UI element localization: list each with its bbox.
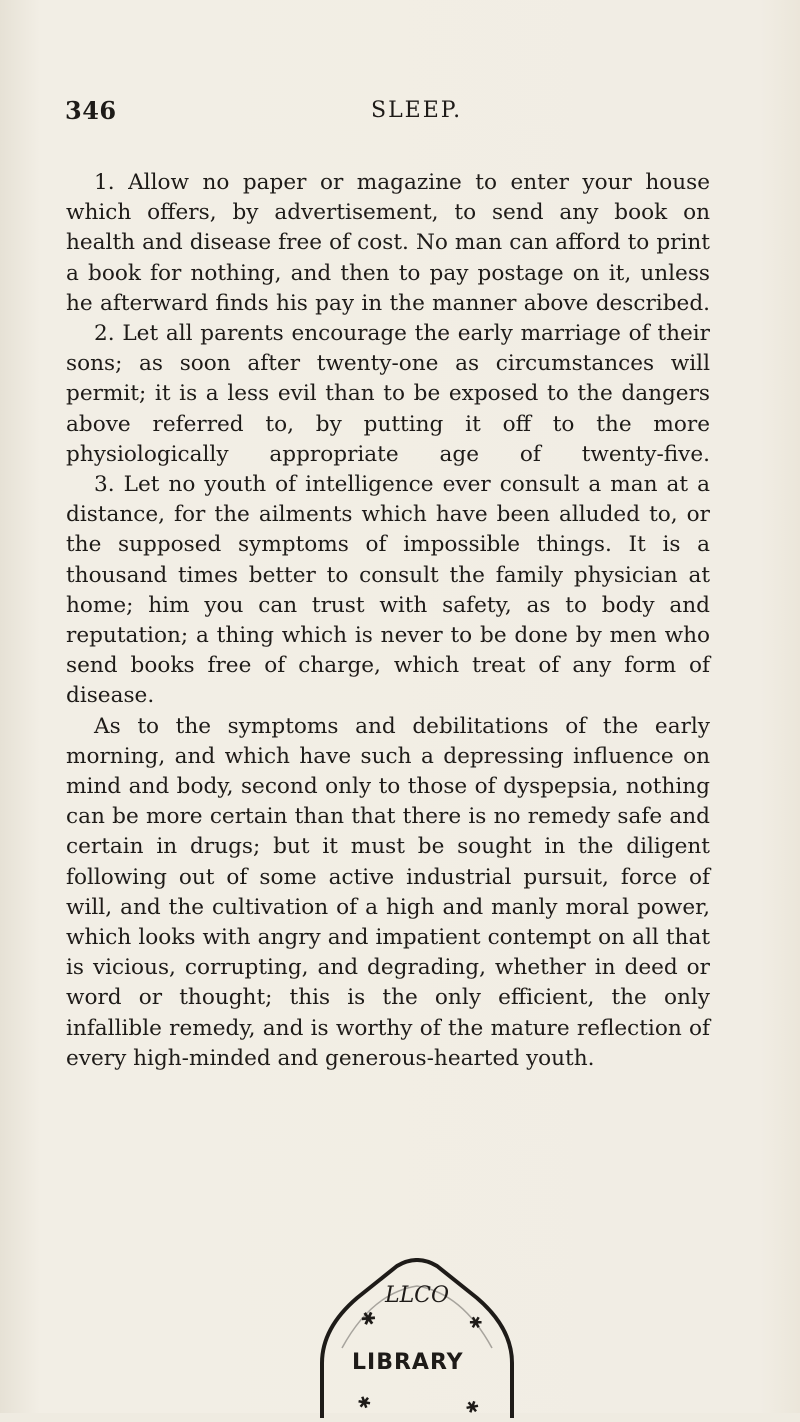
page-number: 346	[65, 96, 117, 125]
page-header	[65, 96, 705, 136]
stamp-label: LIBRARY	[352, 1350, 464, 1375]
svg-text:✱: ✱	[354, 1391, 374, 1414]
stamp-arc-text: LLCO	[384, 1283, 450, 1308]
library-stamp	[302, 1258, 532, 1418]
body-text	[66, 168, 710, 1074]
paragraph-3: 3. Let no youth of intelligence ever consult a man at a distance, for the ailments which have been alluded to, or the supposed symptoms of impossible things. It is a thousand times better to consult the family physician at home; him you can trust with safety, as to body and reputation; a thing which is never to be done by men who send books free of charge, which treat of any form of disease.	[66, 472, 710, 709]
running-title: SLEEP.	[371, 98, 463, 123]
paragraph-4: As to the symptoms and debilitations of the early morning, and which have such a depressing influence on mind and body, second only to those of dyspepsia, nothing can be more certain than that there is no remedy safe and certain in drugs; but it must be sought in the diligent following out of some active industrial pursuit, force of will, and the cultivation of a high and manly moral power, which looks with angry and impatient contempt on all that is vicious, corrupting, and degrading, whether in deed or word or thought; this is the only efficient, the only infallible remedy, and is worthy of the mature reflection of every high-minded and generous-hearted youth.	[66, 713, 710, 1071]
svg-text:✱: ✱	[465, 1311, 487, 1335]
svg-text:✱: ✱	[462, 1395, 482, 1418]
paragraph-2: 2. Let all parents encourage the early marriage of their sons; as soon after twenty-one as circumstances will permit; it is a less evil than to be exposed to the dangers above referred to, by putting it off to the more physiologically appropriate age of twenty-five.	[66, 321, 710, 467]
paragraph-1: 1. Allow no paper or magazine to enter your house which offers, by advertisement, to send any book on health and disease free of cost. No man can afford to print a book for nothing, and then to pay postage on it, unless he afterward finds his pay in the manner above described.	[66, 170, 710, 316]
svg-text:✱: ✱	[356, 1306, 382, 1333]
stamp-outline	[302, 1258, 532, 1418]
